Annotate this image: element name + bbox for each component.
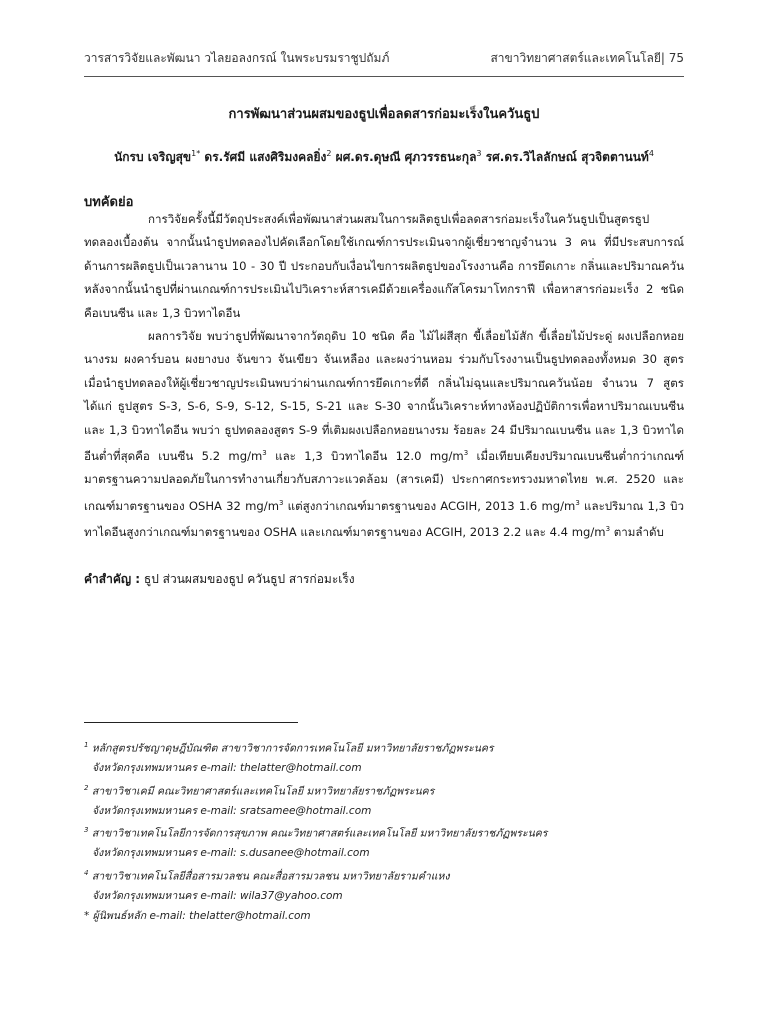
abstract-text: เมื่อเทียบเคียงปริมาณเบนซีนต่ำกว่าเกณฑ์มาตรฐานความปลอดภัยในการทำงานเกี่ยวกับสภาวะแวดล้อม (สารเคมี) ประกาศกระทรวงมหาดไทย พ.ศ. 2520 และเกณฑ์มาตรฐานของ OSHA 32 mg/m <box>84 448 684 513</box>
author-mark: 1* <box>191 149 201 158</box>
header-divider <box>84 76 684 77</box>
keywords-text: ธูป ส่วนผสมของธูป ควันธูป สารก่อมะเร็ง <box>143 572 355 586</box>
footnote-contact: จังหวัดกรุงเทพมหานคร e-mail: s.dusanee@hotmail.com <box>92 847 370 860</box>
abstract-text: ผลการวิจัย พบว่าธูปที่พัฒนาจากวัตถุดิบ 10 ชนิด คือ ไม้ไผ่สีสุก ขี้เลื่อยไม้สัก ขี้เลื่อยไม้ประดู่ ผงเปลือกหอยนางรม ผงคาร์บอน ผงยางบง จันขาว จันเขียว จันเหลือง และผงว่านหอม ร่วมกับโรงงานเป็นธูปทดลองทั้งหมด 30 สูตร เมื่อนำธูปทดลองให้ผู้เชี่ยวชาญประเมินพบว่าผ่านเกณฑ์การยึดเกาะที่ดี กลิ่นไม่ฉุนและปริมาณควันน้อย จำนวน 7 สูตร ได้แก่ ธูปสูตร S-3, S-6, S-9, S-12, S-15, S-21 และ S-30 จากนั้นวิเคราะห์ทางห้องปฏิบัติการเพื่อหาปริมาณเบนซีน และ 1,3 บิวทาไดอีน พบว่า ธูปทดลองสูตร S-9 ที่เติมผงเปลือกหอยนางรม ร้อยละ 24 มีปริมาณเบนซีน และ 1,3 บิวทาไดอีนต่ำที่สุดคือ เบนซีน 5.2 mg/m <box>84 329 684 463</box>
superscript: 3 <box>575 498 580 507</box>
abstract-body <box>84 208 684 544</box>
footnote <box>84 779 708 822</box>
abstract-heading: บทคัดย่อ <box>84 195 134 210</box>
author-mark: 4 <box>648 149 654 158</box>
running-header <box>84 49 684 68</box>
author-name: นักรบ เจริญสุข <box>114 150 192 164</box>
abstract-paragraph <box>84 325 684 544</box>
footnote-affiliation: สาขาวิชาเคมี คณะวิทยาศาสตร์และเทคโนโลยี มหาวิทยาลัยราชภัฏพระนคร <box>91 785 435 798</box>
footnote-divider <box>84 722 298 723</box>
author-mark: 3 <box>476 149 482 158</box>
abstract-text: และปริมาณ 1,3 บิวทาไดอีนสูงกว่าเกณฑ์มาตรฐานของ OSHA และเกณฑ์มาตรฐานของ ACGIH, 2013 2.2 และ 4.4 mg/m <box>84 498 684 539</box>
footnote-contact: จังหวัดกรุงเทพมหานคร e-mail: thelatter@hotmail.com <box>92 762 362 775</box>
keywords-label: คำสำคัญ : <box>84 572 141 586</box>
footnote-affiliation: หลักสูตรปรัชญาดุษฎีบัณฑิต สาขาวิชาการจัดการเทคโนโลยี มหาวิทยาลัยราชภัฏพระนคร <box>91 742 494 755</box>
superscript: 3 <box>463 449 469 458</box>
footnote-mark: 2 <box>84 783 89 792</box>
footnote <box>84 864 708 907</box>
footnote <box>84 736 708 779</box>
abstract-text: แต่สูงกว่าเกณฑ์มาตรฐานของ ACGIH, 2013 1.6 mg/m <box>283 498 576 513</box>
keywords <box>84 570 684 589</box>
abstract-paragraph: การวิจัยครั้งนี้มีวัตถุประสงค์เพื่อพัฒนาส่วนผสมในการผลิตธูปเพื่อลดสารก่อมะเร็งในควันธูปเป็นสูตรธูปทดลองเบื้องต้น จากนั้นนำธูปทดลองไปคัดเลือกโดยใช้เกณฑ์การประเมินจากผู้เชี่ยวชาญจำนวน 3 คน ที่มีประสบการณ์ด้านการผลิตธูปเป็นเวลานาน 10 - 30 ปี ประกอบกับเงื่อนไขการผลิตธูปของโรงงานคือ การยึดเกาะ กลิ่นและปริมาณควัน หลังจากนั้นนำธูปที่ผ่านเกณฑ์การประเมินไปวิเคราะห์สารเคมีด้วยเครื่องแก๊สโครมาโทกราฟี เพื่อหาสารก่อมะเร็ง 2 ชนิด คือเบนซีน และ 1,3 บิวทาไดอีน <box>84 212 684 320</box>
paper-title: การพัฒนาส่วนผสมของธูปเพื่อลดสารก่อมะเร็งในควันธูป <box>228 107 540 122</box>
superscript: 3 <box>605 525 611 533</box>
footnotes <box>84 736 708 926</box>
author-name: ดร.รัศมี แสงศิริมงคลยิ่ง <box>204 150 327 164</box>
superscript: 3 <box>279 498 284 507</box>
footnote-mark: 1 <box>84 741 89 749</box>
footnote <box>84 821 708 864</box>
author-name: รศ.ดร.วิไลลักษณ์ สุวจิตตานนท์ <box>485 150 649 164</box>
footnote-contact: จังหวัดกรุงเทพมหานคร e-mail: sratsamee@hotmail.com <box>92 804 372 817</box>
footnote-mark: 4 <box>84 869 89 878</box>
corresponding-author-note: * ผู้นิพนธ์หลัก e-mail: thelatter@hotmail.com <box>84 909 311 922</box>
abstract-text: ตามลำดับ <box>610 524 664 539</box>
superscript: 3 <box>262 449 267 458</box>
footnote-contact: จังหวัดกรุงเทพมหานคร e-mail: wila37@yahoo.com <box>92 890 343 903</box>
author-name: ผศ.ดร.ดุษณี ศุภวรรธนะกุล <box>335 150 477 164</box>
author-list <box>84 148 684 167</box>
footnote-affiliation: สาขาวิชาเทคโนโลยีการจัดการสุขภาพ คณะวิทยาศาสตร์และเทคโนโลยี มหาวิทยาลัยราชภัฏพระนคร <box>91 827 548 840</box>
abstract-text: และ 1,3 บิวทาไดอีน 12.0 mg/m <box>266 448 464 463</box>
footnote-mark: 3 <box>84 826 89 835</box>
author-mark: 2 <box>326 149 332 158</box>
section-page-number: สาขาวิทยาศาสตร์และเทคโนโลยี| 75 <box>490 51 684 65</box>
journal-name: วารสารวิจัยและพัฒนา วไลยอลงกรณ์ ในพระบรมราชูปถัมภ์ <box>84 51 390 65</box>
footnote-affiliation: สาขาวิชาเทคโนโลยีสื่อสารมวลชน คณะสื่อสารมวลชน มหาวิทยาลัยรามคำแหง <box>91 870 450 883</box>
